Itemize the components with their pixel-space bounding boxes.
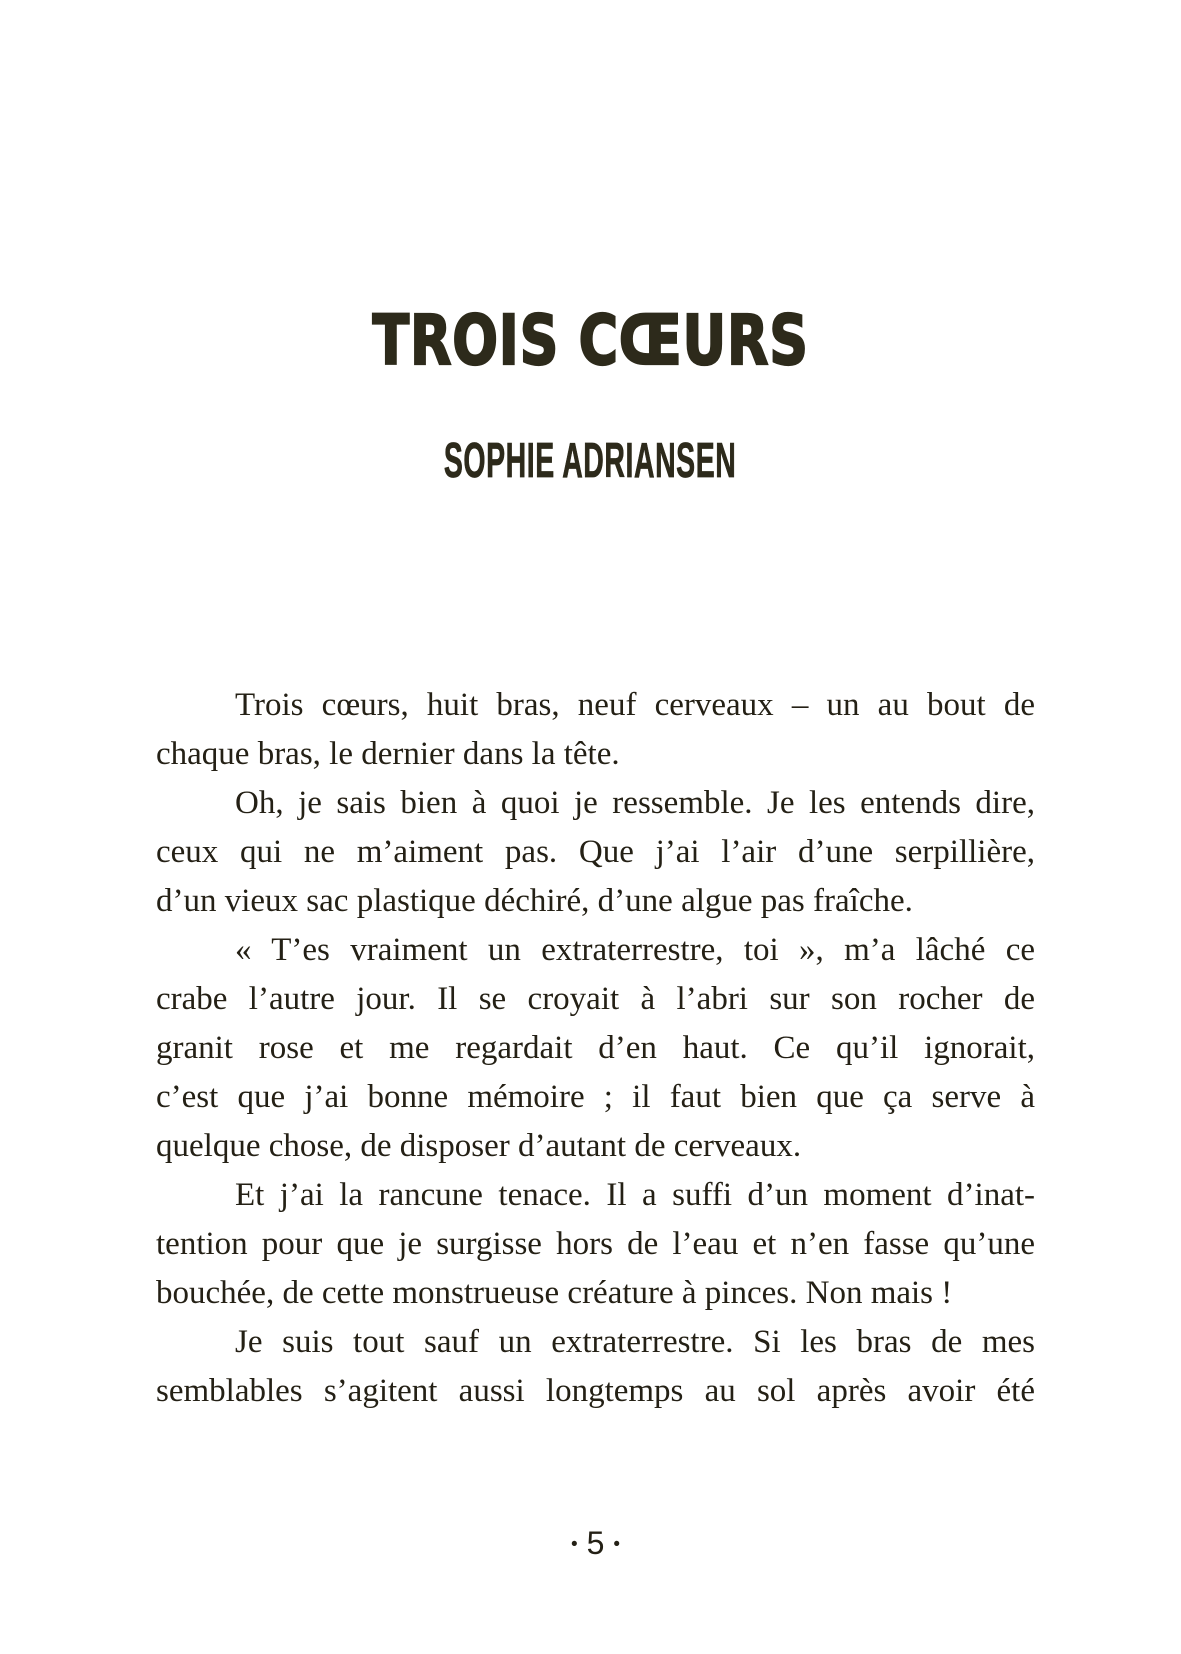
text-line: granit rose et me regardait d’en haut. Ce qu’il ignorait, — [156, 1030, 1035, 1066]
pagination-dot-left: • — [570, 1533, 578, 1555]
text-line: bouchée, de cette monstrueuse créature à pinces. Non mais ! — [156, 1275, 953, 1311]
text-line: chaque bras, le dernier dans la tête. — [156, 736, 620, 772]
text-line: Et j’ai la rancune tenace. Il a suffi d’un moment d’inat- — [235, 1177, 1035, 1213]
pagination-dot-right: • — [613, 1533, 621, 1555]
page-number — [156, 1527, 1035, 1559]
author-name-text: SOPHIE ADRIANSEN — [444, 434, 737, 488]
text-line: semblables s’agitent aussi longtemps au sol après avoir été — [156, 1373, 1035, 1409]
text-line: ceux qui ne m’aiment pas. Que j’ai l’air d’une serpillière, — [156, 834, 1035, 870]
page-number-value: 5 — [586, 1525, 605, 1561]
text-line: d’un vieux sac plastique déchiré, d’une algue pas fraîche. — [156, 883, 913, 919]
text-line: « T’es vraiment un extraterrestre, toi », m’a lâché ce — [235, 932, 1035, 968]
text-line: Je suis tout sauf un extraterrestre. Si les bras de mes — [235, 1324, 1035, 1360]
text-line: quelque chose, de disposer d’autant de cerveaux. — [156, 1128, 802, 1164]
author-name — [151, 434, 1030, 488]
text-line: Oh, je sais bien à quoi je ressemble. Je les entends dire, — [235, 785, 1035, 821]
text-line: tention pour que je surgisse hors de l’eau et n’en fasse qu’une — [156, 1226, 1035, 1262]
body-text — [156, 681, 1035, 1416]
text-line: crabe l’autre jour. Il se croyait à l’abri sur son rocher de — [156, 981, 1035, 1017]
text-line: Trois cœurs, huit bras, neuf cerveaux – un au bout de — [235, 687, 1035, 723]
chapter-title-text: TROIS CŒURS — [372, 301, 809, 381]
chapter-title — [151, 301, 1030, 381]
text-line: c’est que j’ai bonne mémoire ; il faut bien que ça serve à — [156, 1079, 1035, 1115]
